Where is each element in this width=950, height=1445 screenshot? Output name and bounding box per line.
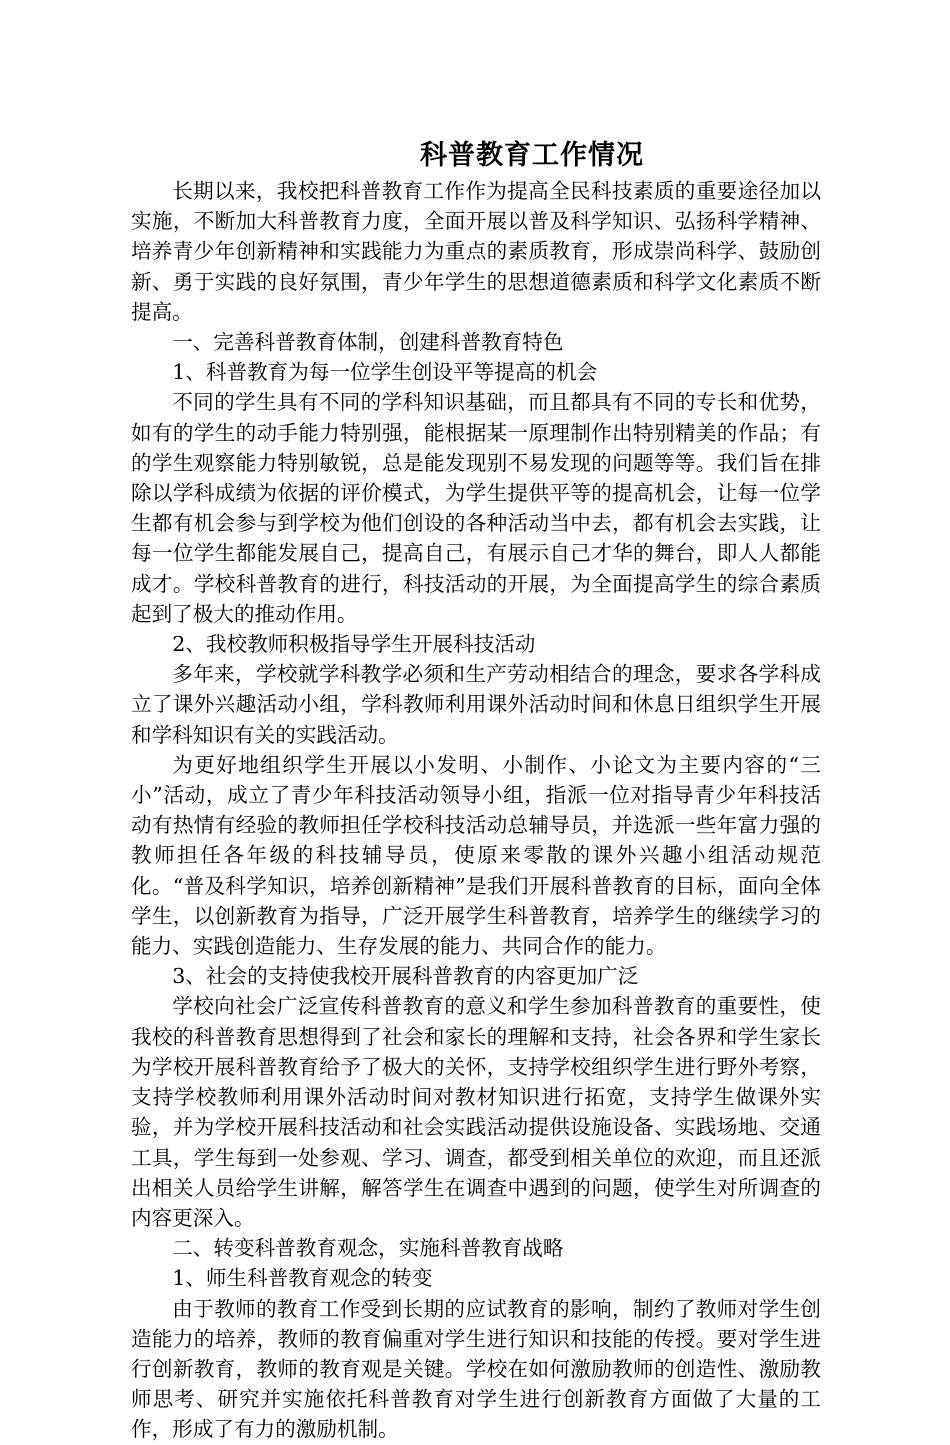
body-paragraph: 为更好地组织学生开展以小发明、小制作、小论文为主要内容的“三小”活动，成立了青少年科技活动领导小组，指派一位对指导青少年科技活动有热情有经验的教师担任学校科技活动总辅导员，并选派一些年富力强的教师担任各年级的科技辅导员，使原来零散的课外兴趣小组活动规范化。“普及科学知识，培养创新精神”是我们开展科普教育的目标，面向全体学生，以创新教育为指导，广泛开展学生科普教育，培养学生的继续学习的能力、实践创造能力、生存发展的能力、共同合作的能力。 [131,752,821,959]
intro-paragraph: 长期以来，我校把科普教育工作作为提高全民科技素质的重要途径加以实施，不断加大科普教育力度，全面开展以普及科学知识、弘扬科学精神、培养青少年创新精神和实践能力为重点的素质教育，形成崇尚科学、鼓励创新、勇于实践的良好氛围，青少年学生的思想道德素质和科学文化素质不断提高。 [131,179,821,324]
subsection-heading-1-3: 3、社会的支持使我校开展科普教育的内容更加广泛 [172,964,639,989]
body-paragraph: 由于教师的教育工作受到长期的应试教育的影响，制约了教师对学生创造能力的培养，教师的教育偏重对学生进行知识和技能的传授。要对学生进行创新教育，教师的教育观是关键。学校在如何激励教师的创造性、激励教师思考、研究并实施依托科普教育对学生进行创新教育方面做了大量的工作，形成了有力的激励机制。 [131,1296,821,1442]
document-page [131,136,821,1445]
section-heading-2: 二、转变科普教育观念，实施科普教育战略 [172,1236,564,1261]
subsection-heading-2-1: 1、师生科普教育观念的转变 [172,1266,433,1291]
body-paragraph: 不同的学生具有不同的学科知识基础，而且都具有不同的专长和优势，如有的学生的动手能力特别强，能根据某一原理制作出特别精美的作品；有的学生观察能力特别敏锐，总是能发现别不易发现的问题等等。我们旨在排除以学科成绩为依据的评价模式，为学生提供平等的提高机会，让每一位学生都有机会参与到学校为他们创设的各种活动当中去，都有机会去实践，让每一位学生都能发展自己，提高自己，有展示自己才华的舞台，即人人都能成才。学校科普教育的进行，科技活动的开展，为全面提高学生的综合素质起到了极大的推动作用。 [131,390,821,626]
document-title: 科普教育工作情况 [420,140,644,171]
body-paragraph: 多年来，学校就学科教学必须和生产劳动相结合的理念，要求各学科成立了课外兴趣活动小组，学科教师利用课外活动时间和休息日组织学生开展和学科知识有关的实践活动。 [131,662,821,747]
body-paragraph: 学校向社会广泛宣传科普教育的意义和学生参加科普教育的重要性，使我校的科普教育思想得到了社会和家长的理解和支持，社会各界和学生家长为学校开展科普教育给予了极大的关怀，支持学校组织学生进行野外考察，支持学校教师利用课外活动时间对教材知识进行拓宽，支持学生做课外实验，并为学校开展科技活动和社会实践活动提供设施设备、实践场地、交通工具，学生每到一处参观、学习、调查，都受到相关单位的欢迎，而且还派出相关人员给学生讲解，解答学生在调查中遇到的问题，使学生对所调查的内容更深入。 [131,994,821,1230]
subsection-heading-1-2: 2、我校教师积极指导学生开展科技活动 [172,632,536,657]
section-heading-1: 一、完善科普教育体制，创建科普教育特色 [172,330,564,355]
subsection-heading-1-1: 1、科普教育为每一位学生创设平等提高的机会 [172,360,598,385]
